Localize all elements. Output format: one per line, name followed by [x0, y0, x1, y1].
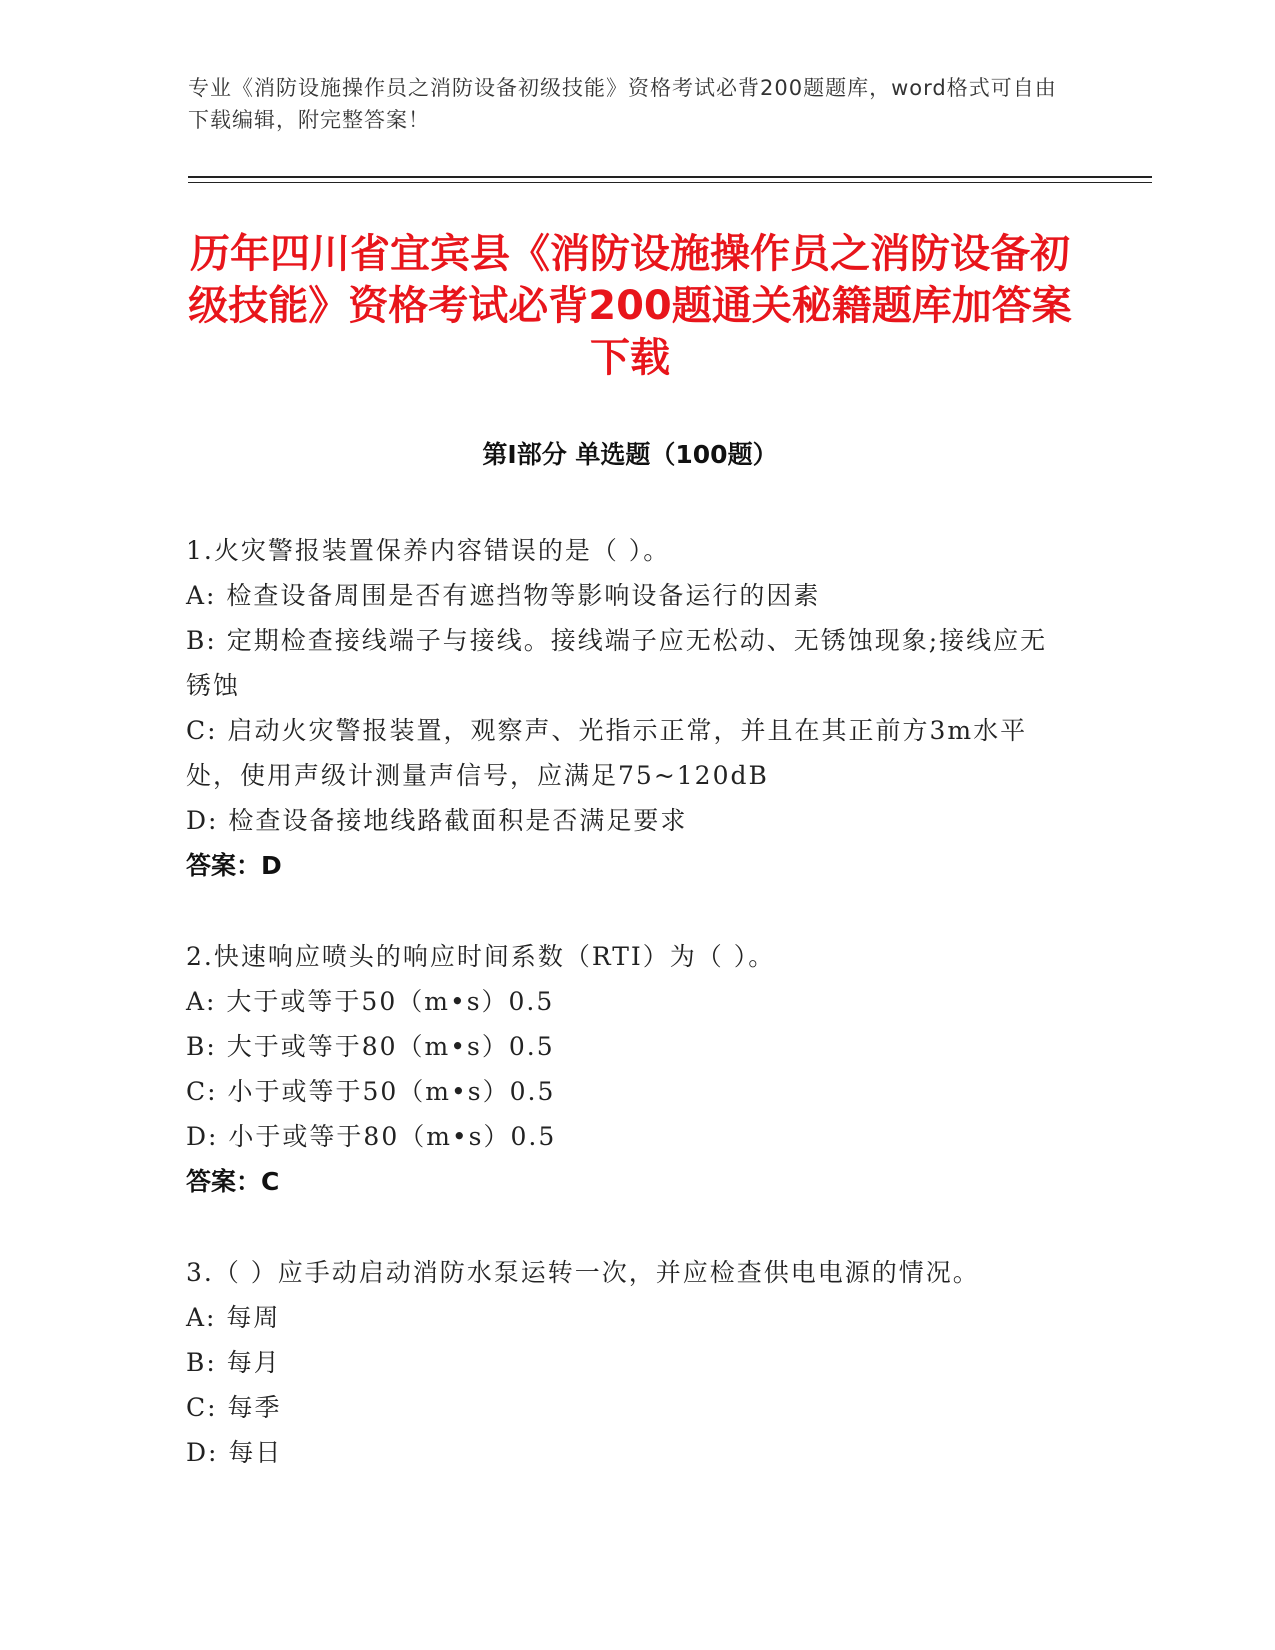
- question-1: [186, 528, 1066, 888]
- answer: 答案：D: [186, 851, 282, 880]
- question-2: [186, 934, 1066, 1204]
- question-list: [186, 528, 1066, 1521]
- question-stem: 1.火灾警报装置保养内容错误的是（ ）。: [186, 536, 671, 565]
- header-note: 专业《消防设施操作员之消防设备初级技能》资格考试必背200题题库，word格式可自由下载编辑，附完整答案！: [188, 76, 1057, 132]
- option-d: D: 小于或等于80（m•s）0.5: [186, 1122, 557, 1151]
- question-3: [186, 1250, 1066, 1475]
- question-stem: 3.（ ）应手动启动消防水泵运转一次，并应检查供电电源的情况。: [186, 1258, 980, 1287]
- option-a: A: 大于或等于50（m•s）0.5: [186, 987, 555, 1016]
- option-c: C: 每季: [186, 1393, 282, 1422]
- option-b: B: 大于或等于80（m•s）0.5: [186, 1032, 555, 1061]
- option-b: B: 每月: [186, 1348, 281, 1377]
- section-title: 第I部分 单选题（100题）: [482, 440, 778, 469]
- question-stem: 2.快速响应喷头的响应时间系数（RTI）为（ ）。: [186, 942, 776, 971]
- option-d: D: 每日: [186, 1438, 283, 1467]
- option-d: D: 检查设备接地线路截面积是否满足要求: [186, 806, 688, 835]
- option-b: B: 定期检查接线端子与接线。接线端子应无松动、无锈蚀现象;接线应无锈蚀: [186, 626, 1048, 700]
- answer: 答案：C: [186, 1167, 280, 1196]
- header-divider-thin: [188, 182, 1152, 183]
- option-a: A: 每周: [186, 1303, 281, 1332]
- header-divider: [188, 176, 1152, 178]
- option-a: A: 检查设备周围是否有遮挡物等影响设备运行的因素: [186, 581, 821, 610]
- option-c: C: 启动火灾警报装置，观察声、光指示正常，并且在其正前方3m水平处，使用声级计测量声信号，应满足75~120dB: [186, 716, 1028, 790]
- document-title: 历年四川省宜宾县《消防设施操作员之消防设备初级技能》资格考试必背200题通关秘籍题库加答案下载: [188, 231, 1072, 381]
- option-c: C: 小于或等于50（m•s）0.5: [186, 1077, 556, 1106]
